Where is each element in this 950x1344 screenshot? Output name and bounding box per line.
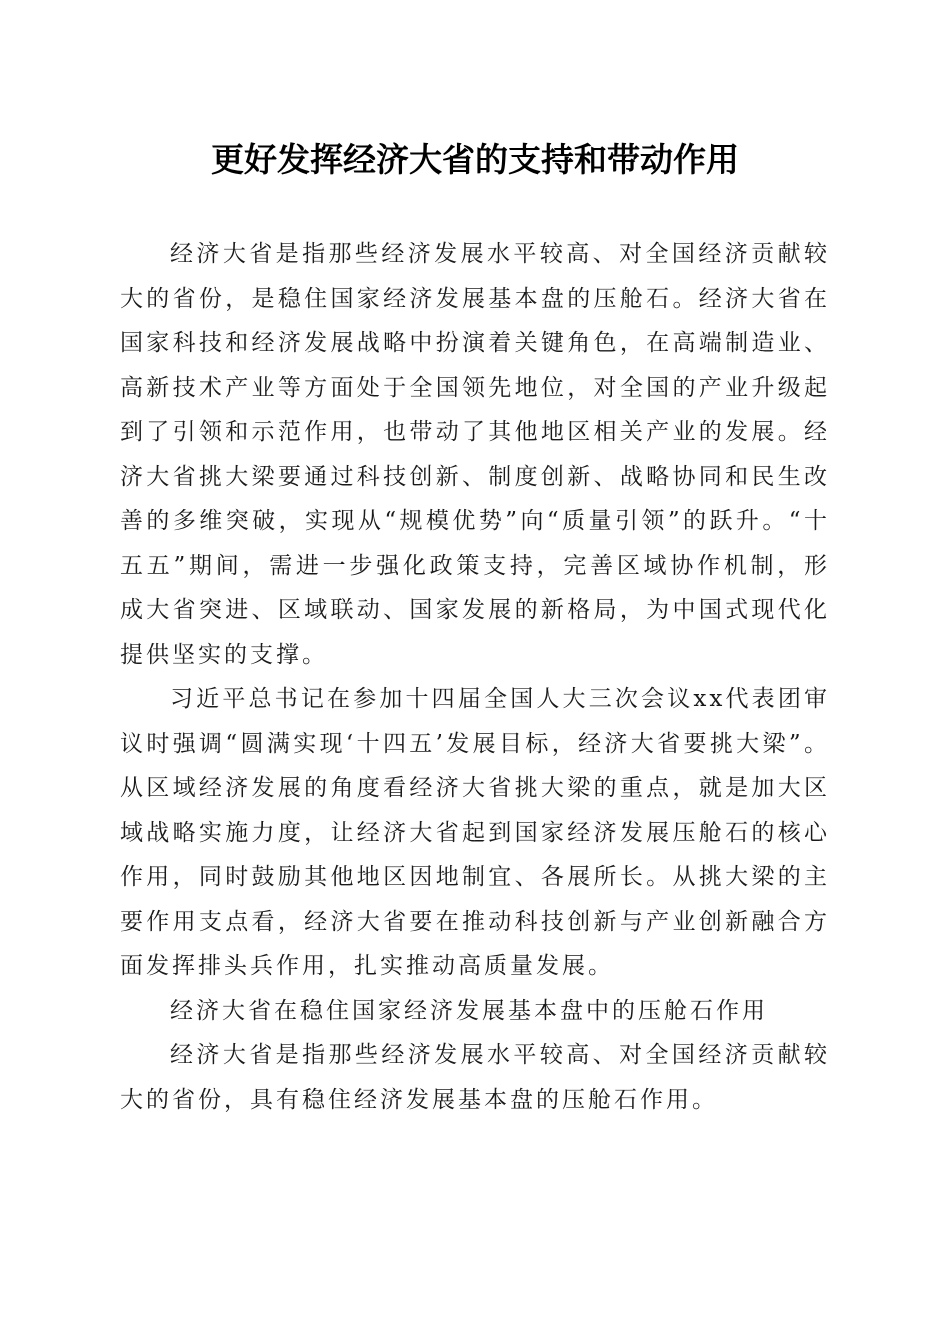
paragraph-2: 习近平总书记在参加十四届全国人大三次会议xx代表团审议时强调“圆满实现‘十四五’发展目标，经济大省要挑大梁”。从区域经济发展的角度看经济大省挑大梁的重点，就是加大区域战略实施力度，让经济大省起到国家经济发展压舱石的核心作用，同时鼓励其他地区因地制宜、各展所长。从挑大梁的主要作用支点看，经济大省要在推动科技创新与产业创新融合方面发挥排头兵作用，扎实推动高质量发展。 [120, 686, 830, 979]
document-title: 更好发挥经济大省的支持和带动作用 [211, 140, 739, 179]
paragraph-1: 经济大省是指那些经济发展水平较高、对全国经济贡献较大的省份，是稳住国家经济发展基本盘的压舱石。经济大省在国家科技和经济发展战略中扮演着关键角色，在高端制造业、高新技术产业等方面处于全国领先地位，对全国的产业升级起到了引领和示范作用，也带动了其他地区相关产业的发展。经济大省挑大梁要通过科技创新、制度创新、战略协同和民生改善的多维突破，实现从“规模优势”向“质量引领”的跃升。“十五五”期间，需进一步强化政策支持，完善区域协作机制，形成大省突进、区域联动、国家发展的新格局，为中国式现代化提供坚实的支撑。 [120, 241, 830, 668]
section-heading: 经济大省在稳住国家经济发展基本盘中的压舱石作用 [170, 997, 768, 1024]
document-body [120, 232, 830, 1122]
paragraph-3: 经济大省是指那些经济发展水平较高、对全国经济贡献较大的省份，具有稳住经济发展基本盘的压舱石作用。 [120, 1042, 830, 1113]
